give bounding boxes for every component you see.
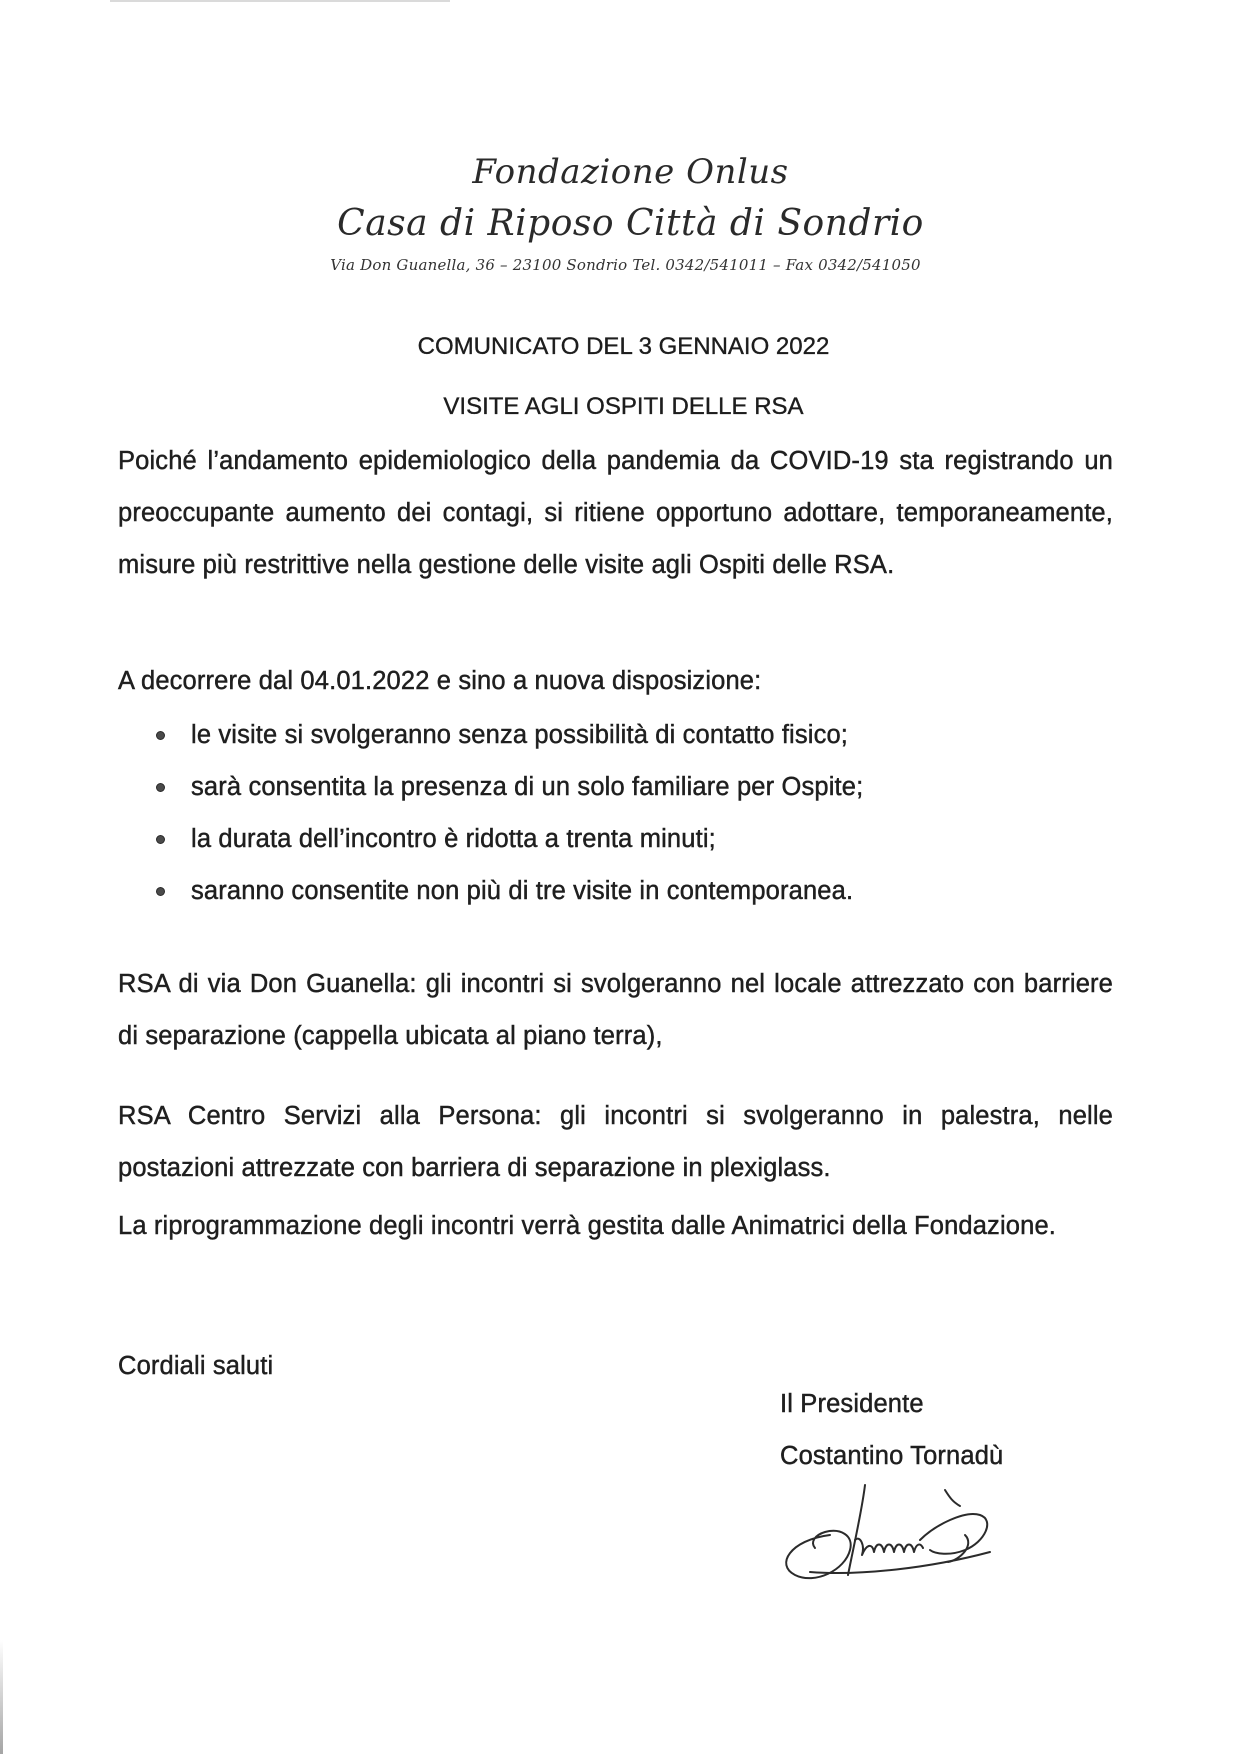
bullet-icon	[156, 783, 165, 792]
signatory-title: Il Presidente	[780, 1390, 924, 1418]
signatory-name: Costantino Tornadù	[780, 1442, 1004, 1470]
letterhead-organization: Fondazione Onlus	[472, 152, 789, 192]
scan-edge-left	[0, 1640, 3, 1754]
rsa-centro-paragraph: RSA Centro Servizi alla Persona: gli incontri si svolgeranno in palestra, nelle postazioni attrezzate con barriera di separazione in plexiglass.	[118, 1102, 1113, 1182]
list-item	[148, 865, 863, 917]
rule-text: sarà consentita la presenza di un solo familiare per Ospite;	[191, 773, 864, 801]
communique-date-heading: COMUNICATO DEL 3 GENNAIO 2022	[417, 333, 830, 360]
rule-text: le visite si svolgeranno senza possibilità di contatto fisico;	[191, 721, 849, 749]
handwritten-signature-icon	[770, 1480, 1040, 1590]
letterhead-address: Via Don Guanella, 36 – 23100 Sondrio Tel. 0342/541011 – Fax 0342/541050	[330, 256, 921, 274]
effective-date-paragraph: A decorrere dal 04.01.2022 e sino a nuova disposizione:	[118, 667, 762, 695]
list-item	[148, 709, 863, 761]
bullet-icon	[156, 887, 165, 896]
scan-edge-top	[110, 0, 450, 2]
reprogramming-paragraph: La riprogrammazione degli incontri verrà gestita dalle Animatrici della Fondazione.	[118, 1212, 1057, 1240]
intro-paragraph: Poiché l’andamento epidemiologico della pandemia da COVID-19 sta registrando un preoccupante aumento dei contagi, si ritiene opportuno adottare, temporaneamente, misure più restrittive nella gestione delle visite agli Ospiti delle RSA.	[118, 447, 1113, 579]
letterhead-name: Casa di Riposo Città di Sondrio	[337, 203, 924, 244]
list-item	[148, 761, 863, 813]
rsa-guanella-paragraph: RSA di via Don Guanella: gli incontri si svolgeranno nel locale attrezzato con barriere di separazione (cappella ubicata al piano terra),	[118, 970, 1113, 1050]
rules-list	[148, 709, 863, 917]
rule-text: la durata dell’incontro è ridotta a trenta minuti;	[191, 825, 716, 853]
list-item	[148, 813, 863, 865]
signature-block	[780, 1378, 1003, 1482]
rule-text: saranno consentite non più di tre visite in contemporanea.	[191, 877, 854, 905]
closing-greeting: Cordiali saluti	[118, 1352, 274, 1380]
bullet-icon	[156, 731, 165, 740]
bullet-icon	[156, 835, 165, 844]
communique-topic-heading: VISITE AGLI OSPITI DELLE RSA	[443, 393, 804, 420]
